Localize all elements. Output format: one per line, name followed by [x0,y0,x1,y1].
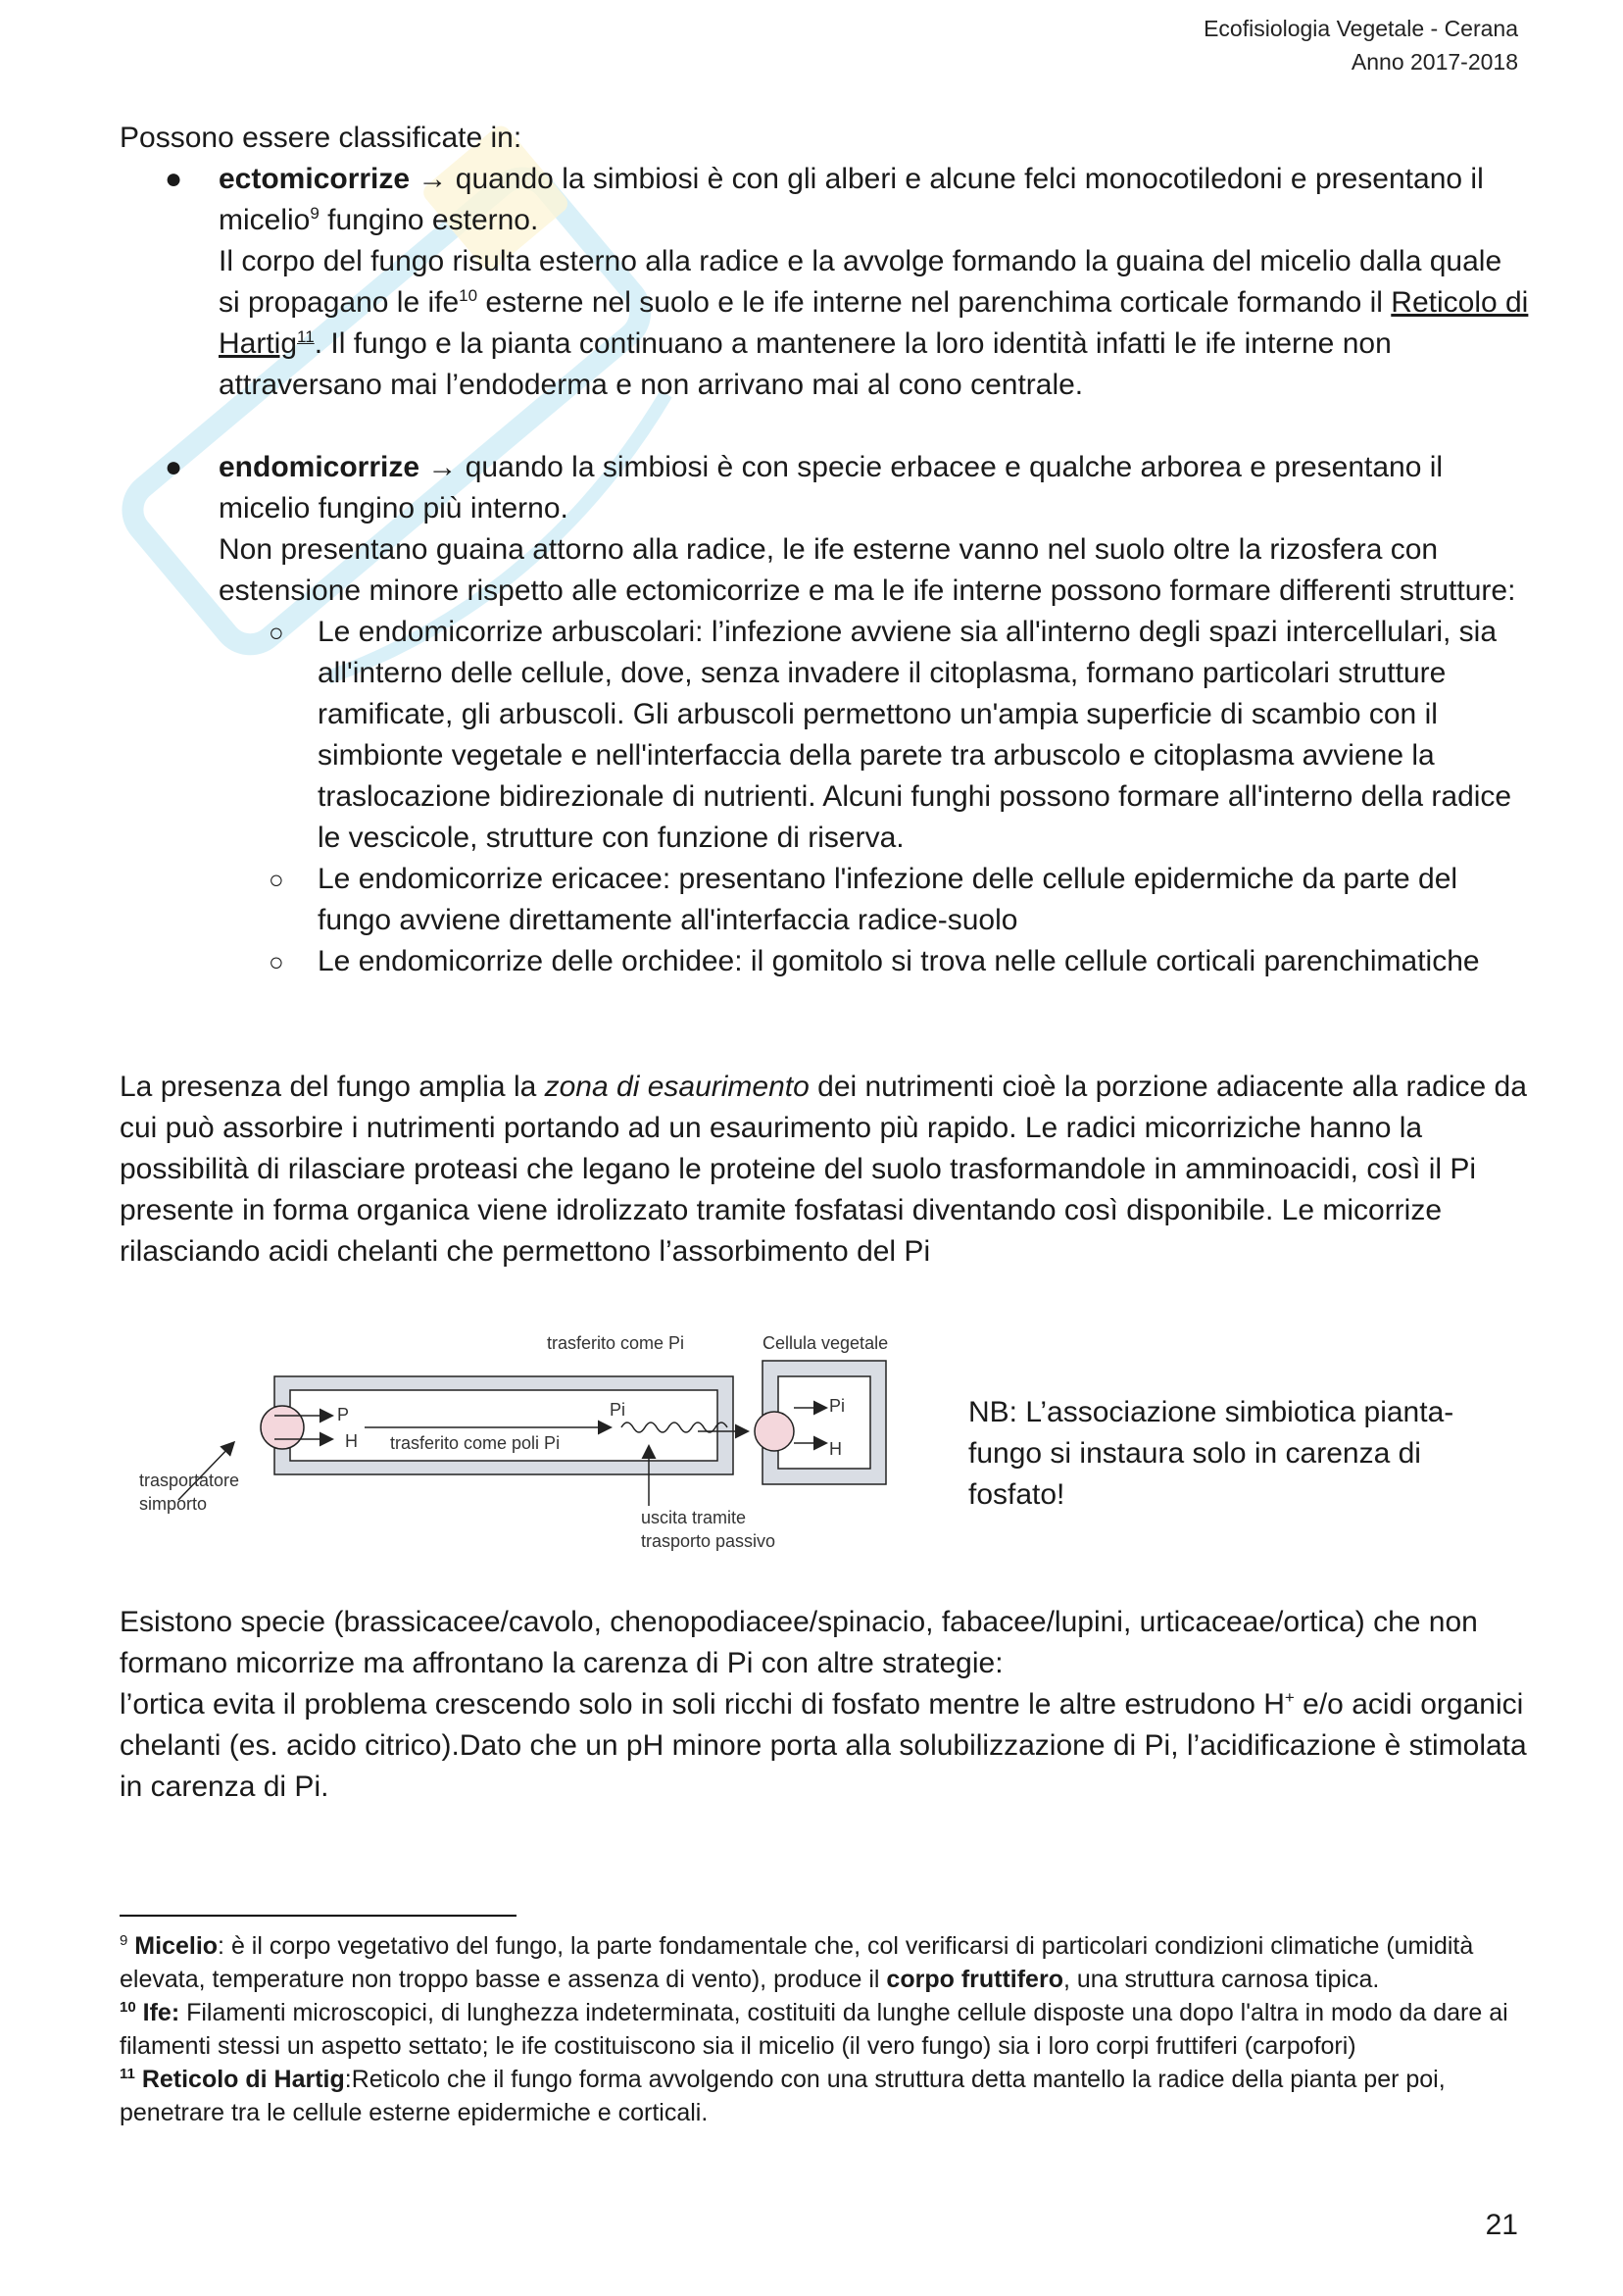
page-number: 21 [1485,2209,1518,2241]
sub-item-text: Le endomicorrize arbuscolari: l’infezione avviene sia all'interno degli spazi intercellulari, sia all'interno delle cellule, dove, senza invadere il citoplasma, formano particolari strutture ramificate, gli arbuscoli. Gli arbuscoli permettono un'ampia superficie di scambio con il simbionte vegetale e nell'interfaccia della parete tra arbuscolo e citoplasma avviene la traslocazione bidirezionale di nutrienti. Alcuni funghi possono formare all'interno della radice le vescicole, strutture con funzione di riserva. [318,616,1512,854]
bullet-list [120,159,1531,406]
phosphate-transfer-diagram [120,1325,943,1561]
label-h: H [345,1431,358,1451]
paragraph-strategies [120,1602,1531,1808]
label-pi-left: Pi [610,1400,626,1420]
label-transporter-1: trasportatore [139,1471,240,1490]
ecto-text: fungino esterno. [319,204,539,236]
arrow-icon: → [418,163,448,195]
circle-bullet-icon: ○ [269,947,284,976]
footnote-term: Ife: [142,1999,180,2026]
sub-item-text: Le endomicorrize ericacee: presentano l'infezione delle cellule epidermiche da parte del fungo avviene direttamente all'interfaccia radice-suolo [318,863,1458,936]
term-ecto: ectomicorrize [219,163,411,195]
ecto-text: . Il fungo e la pianta continuano a mantenere la loro identità infatti le ife interne non attraversano mai l’endoderma e non arrivano mai al cono centrale. [219,327,1392,401]
transporter-left [261,1406,304,1449]
list-item-ecto [120,159,1531,406]
label-p: P [337,1405,350,1424]
ecto-text: esterne nel suolo e le ife interne nel parenchima corticale formando il [477,286,1392,319]
footnote-text: , una struttura carnosa tipica. [1062,1966,1380,1993]
para-text: l’ortica evita il problema crescendo solo in soli ricchi di fosfato mentre le altre estrudono H [120,1688,1285,1721]
label-transporter-2: simporto [139,1494,208,1514]
ecto-paragraph [219,241,1531,406]
sub-item-text: Le endomicorrize delle orchidee: il gomitolo si trova nelle cellule corticali parenchimatiche [318,945,1480,977]
page-header [1204,12,1518,78]
arrow-icon: → [427,451,458,483]
footnote-ref[interactable]: 9 [310,204,320,223]
bullet-icon: ● [165,163,183,195]
sub-list-item [120,612,1531,859]
footnote-9 [120,1929,1521,1996]
ecto-text: quando la simbiosi è con gli alberi e alcune felci monocotiledoni e presentano il micelio [219,163,1484,236]
label-pi-right: Pi [829,1396,846,1416]
footnote-11 [120,2063,1521,2129]
header-course: Ecofisiologia Vegetale - Cerana [1204,16,1518,41]
footnote-number: 9 [120,1932,128,1949]
sub-list-item [120,859,1531,941]
circle-bullet-icon: ○ [269,618,284,647]
para-text: Esistono specie (brassicacee/cavolo, chenopodiacee/spinacio, fabacee/lupini, urticaceae/ortica) che non formano micorrize ma affrontano la carenza di Pi con altre strategie: [120,1606,1478,1679]
sub-list-item [120,941,1531,982]
footnote-10 [120,1996,1521,2063]
term-endo: endomicorrize [219,451,420,483]
footnote-text: : è il corpo vegetativo del fungo, la parte fondamentale che, col verificarsi di particolari condizioni climatiche (umidità elevata, temperature non troppo basse e assenza di vento), produce il [120,1932,1474,1993]
footnote-text: Filamenti microscopici, di lunghezza indeterminata, costituiti da lunghe cellule disposte una dopo l'altra in modo da dare ai filamenti stessi un aspetto settato; le ife costituiscono sia il micelio (il vero fungo) sia i loro corpi fruttiferi (carpofori) [120,1999,1508,2060]
label-plant-cell: Cellula vegetale [762,1333,889,1353]
footnotes [120,1929,1521,2129]
superscript: + [1284,1688,1295,1707]
intro-text: Possono essere classificate in: [120,122,522,154]
footnote-term: Reticolo di Hartig [141,2066,345,2093]
footnote-text: :Reticolo che il fungo forma avvolgendo con una struttura detta mantello la radice della pianta per poi, penetrare tra le cellule esterne epidermiche e corticali. [120,2066,1446,2126]
label-poli-pi: trasferito come poli Pi [390,1433,561,1453]
hartig-link[interactable]: Reticolo di Hartig [219,286,1529,360]
list-item-endo [120,447,1531,612]
para-text: La presenza del fungo amplia la [120,1071,545,1103]
para-emphasis: zona di esaurimento [544,1071,810,1103]
footnote-term: Micelio [134,1932,219,1960]
footnote-term: corpo fruttifero [886,1966,1063,1993]
footnote-ref[interactable]: 11 [297,327,315,346]
endo-text: quando la simbiosi è con specie erbacee e qualche arborea e presentano il micelio fungino più interno. [219,451,1444,524]
endo-paragraph: Non presentano guaina attorno alla radice, le ife esterne vanno nel suolo oltre la rizosfera con estensione minore rispetto alle ectomicorrize e ma le ife interne possono formare differenti strutture: [219,533,1516,607]
ecto-text: Il corpo del fungo risulta esterno alla radice e la avvolge formando la guaina del micelio dalla quale si propagano le ife [219,245,1502,319]
footnote-ref[interactable]: 10 [459,286,478,305]
bullet-list [120,447,1531,982]
label-exit-2: trasporto passivo [641,1531,776,1551]
circle-bullet-icon: ○ [269,865,284,894]
footnote-number: 10 [120,1999,136,2016]
nb-note: NB: L’associazione simbiotica pianta-fungo si instaura solo in carenza di fosfato! [968,1396,1454,1511]
bullet-icon: ● [165,451,183,483]
paragraph-esaurimento [120,1067,1531,1273]
para-text: dei nutrimenti cioè la porzione adiacente alla radice da cui può assorbire i nutrimenti portando ad un esaurimento più rapido. Le radici micorriziche hanno la possibilità di rilasciare proteasi che legano le proteine del suolo trasformandole in amminoacidi, così il Pi presente in forma organica viene idrolizzato tramite fosfatasi diventando così disponibile. Le micorrize rilasciando acidi chelanti che permettono l’assorbimento del Pi [120,1071,1527,1268]
footnote-number: 11 [120,2066,135,2082]
para-text-line [120,1684,1531,1808]
footnote-divider [120,1915,516,1917]
para-text: e/o acidi organici chelanti (es. acido citrico).Dato che un pH minore porta alla solubilizzazione di Pi, l’acidificazione è stimolata in carenza di Pi. [120,1688,1527,1803]
transporter-right [755,1412,794,1451]
header-year: Anno 2017-2018 [1351,49,1518,75]
label-transferred-pi: trasferito come Pi [547,1333,685,1353]
label-h-right: H [829,1439,842,1459]
label-exit-1: uscita tramite [641,1508,747,1527]
